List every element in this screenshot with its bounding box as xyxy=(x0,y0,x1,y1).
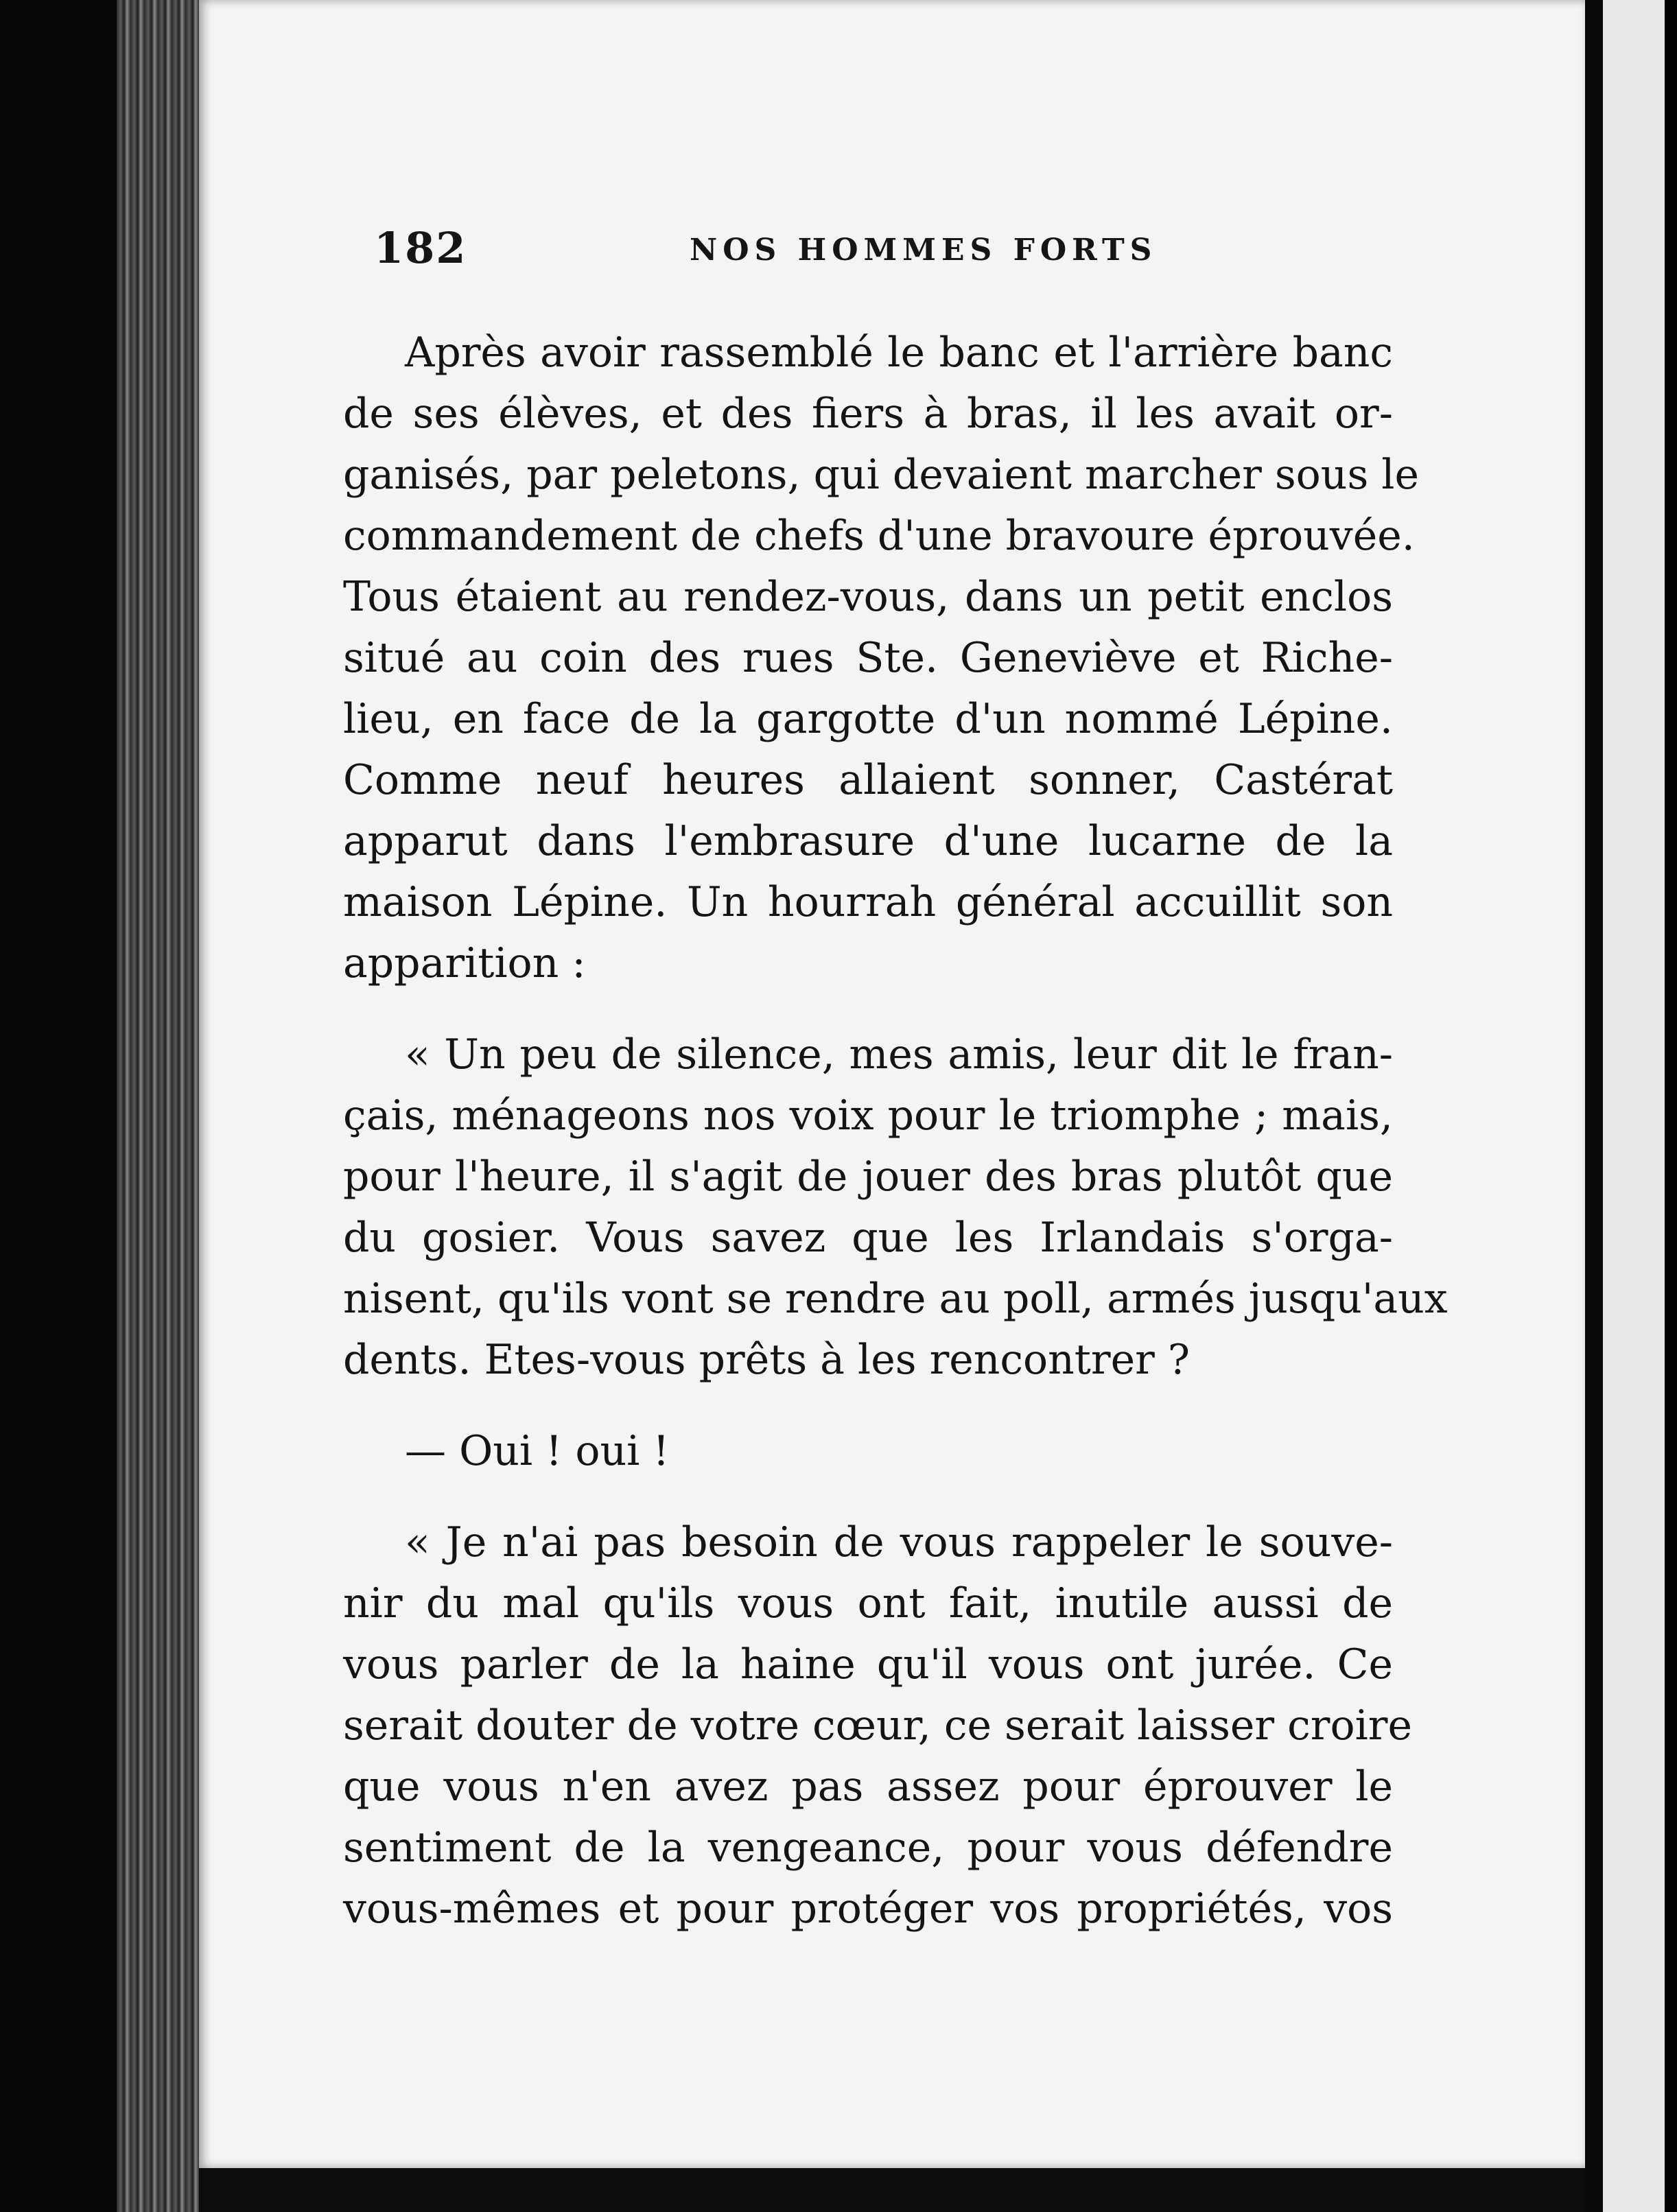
running-title: NOS HOMMES FORTS xyxy=(690,233,1158,268)
facing-page-sliver xyxy=(1603,0,1665,2212)
text-line: situé au coin des rues Ste. Geneviève et Riche- xyxy=(343,634,1393,682)
book-gutter xyxy=(1585,0,1603,2212)
text-line: nisent, qu'ils vont se rendre au poll, armés jusqu'aux xyxy=(343,1275,1448,1323)
text-line: du gosier. Vous savez que les Irlandais s'orga- xyxy=(343,1214,1393,1262)
text-line: que vous n'en avez pas assez pour éprouver le xyxy=(343,1763,1393,1811)
text-line: vous-mêmes et pour protéger vos propriétés, vos xyxy=(343,1885,1393,1933)
scan-border-left xyxy=(0,0,117,2212)
scan-border-bottom xyxy=(199,2168,1585,2212)
book-page-edges xyxy=(117,0,199,2212)
text-line: dents. Etes-vous prêts à les rencontrer ? xyxy=(343,1336,1191,1384)
text-line: pour l'heure, il s'agit de jouer des bras plutôt que xyxy=(343,1153,1393,1201)
text-line: de ses élèves, et des fiers à bras, il les avait or- xyxy=(343,390,1393,438)
text-line: serait douter de votre cœur, ce serait laisser croire xyxy=(343,1702,1412,1750)
text-line: apparut dans l'embrasure d'une lucarne de la xyxy=(343,817,1393,865)
text-line: « Un peu de silence, mes amis, leur dit le fran- xyxy=(405,1031,1393,1079)
scan-border-right xyxy=(1665,0,1677,2212)
text-line: Tous étaient au rendez-vous, dans un petit enclos xyxy=(343,573,1393,621)
text-line: sentiment de la vengeance, pour vous défendre xyxy=(343,1824,1393,1872)
text-line: maison Lépine. Un hourrah général accuillit son xyxy=(343,878,1393,926)
text-line: Après avoir rassemblé le banc et l'arrière banc xyxy=(405,329,1393,377)
text-line: « Je n'ai pas besoin de vous rappeler le souve- xyxy=(405,1518,1393,1566)
paragraph xyxy=(343,322,1419,994)
text-line: ganisés, par peletons, qui devaient marcher sous le xyxy=(343,451,1419,499)
text-line: vous parler de la haine qu'il vous ont jurée. Ce xyxy=(343,1640,1393,1689)
text-line: lieu, en face de la gargotte d'un nommé Lépine. xyxy=(343,695,1393,743)
text-line: nir du mal qu'ils vous ont fait, inutile aussi de xyxy=(343,1579,1393,1627)
text-line: apparition : xyxy=(343,939,586,987)
text-line: çais, ménageons nos voix pour le triomphe ; mais, xyxy=(343,1092,1393,1140)
paragraph xyxy=(343,1512,1412,1940)
paragraph xyxy=(343,1024,1448,1391)
text-line: — Oui ! oui ! xyxy=(405,1427,670,1475)
text-line: commandement de chefs d'une bravoure éprouvée. xyxy=(343,512,1415,560)
page-header xyxy=(374,223,1389,285)
text-line: Comme neuf heures allaient sonner, Castérat xyxy=(343,756,1393,804)
body-text xyxy=(343,322,1448,1940)
page-number: 182 xyxy=(374,223,467,273)
paragraph xyxy=(343,1421,1393,1482)
